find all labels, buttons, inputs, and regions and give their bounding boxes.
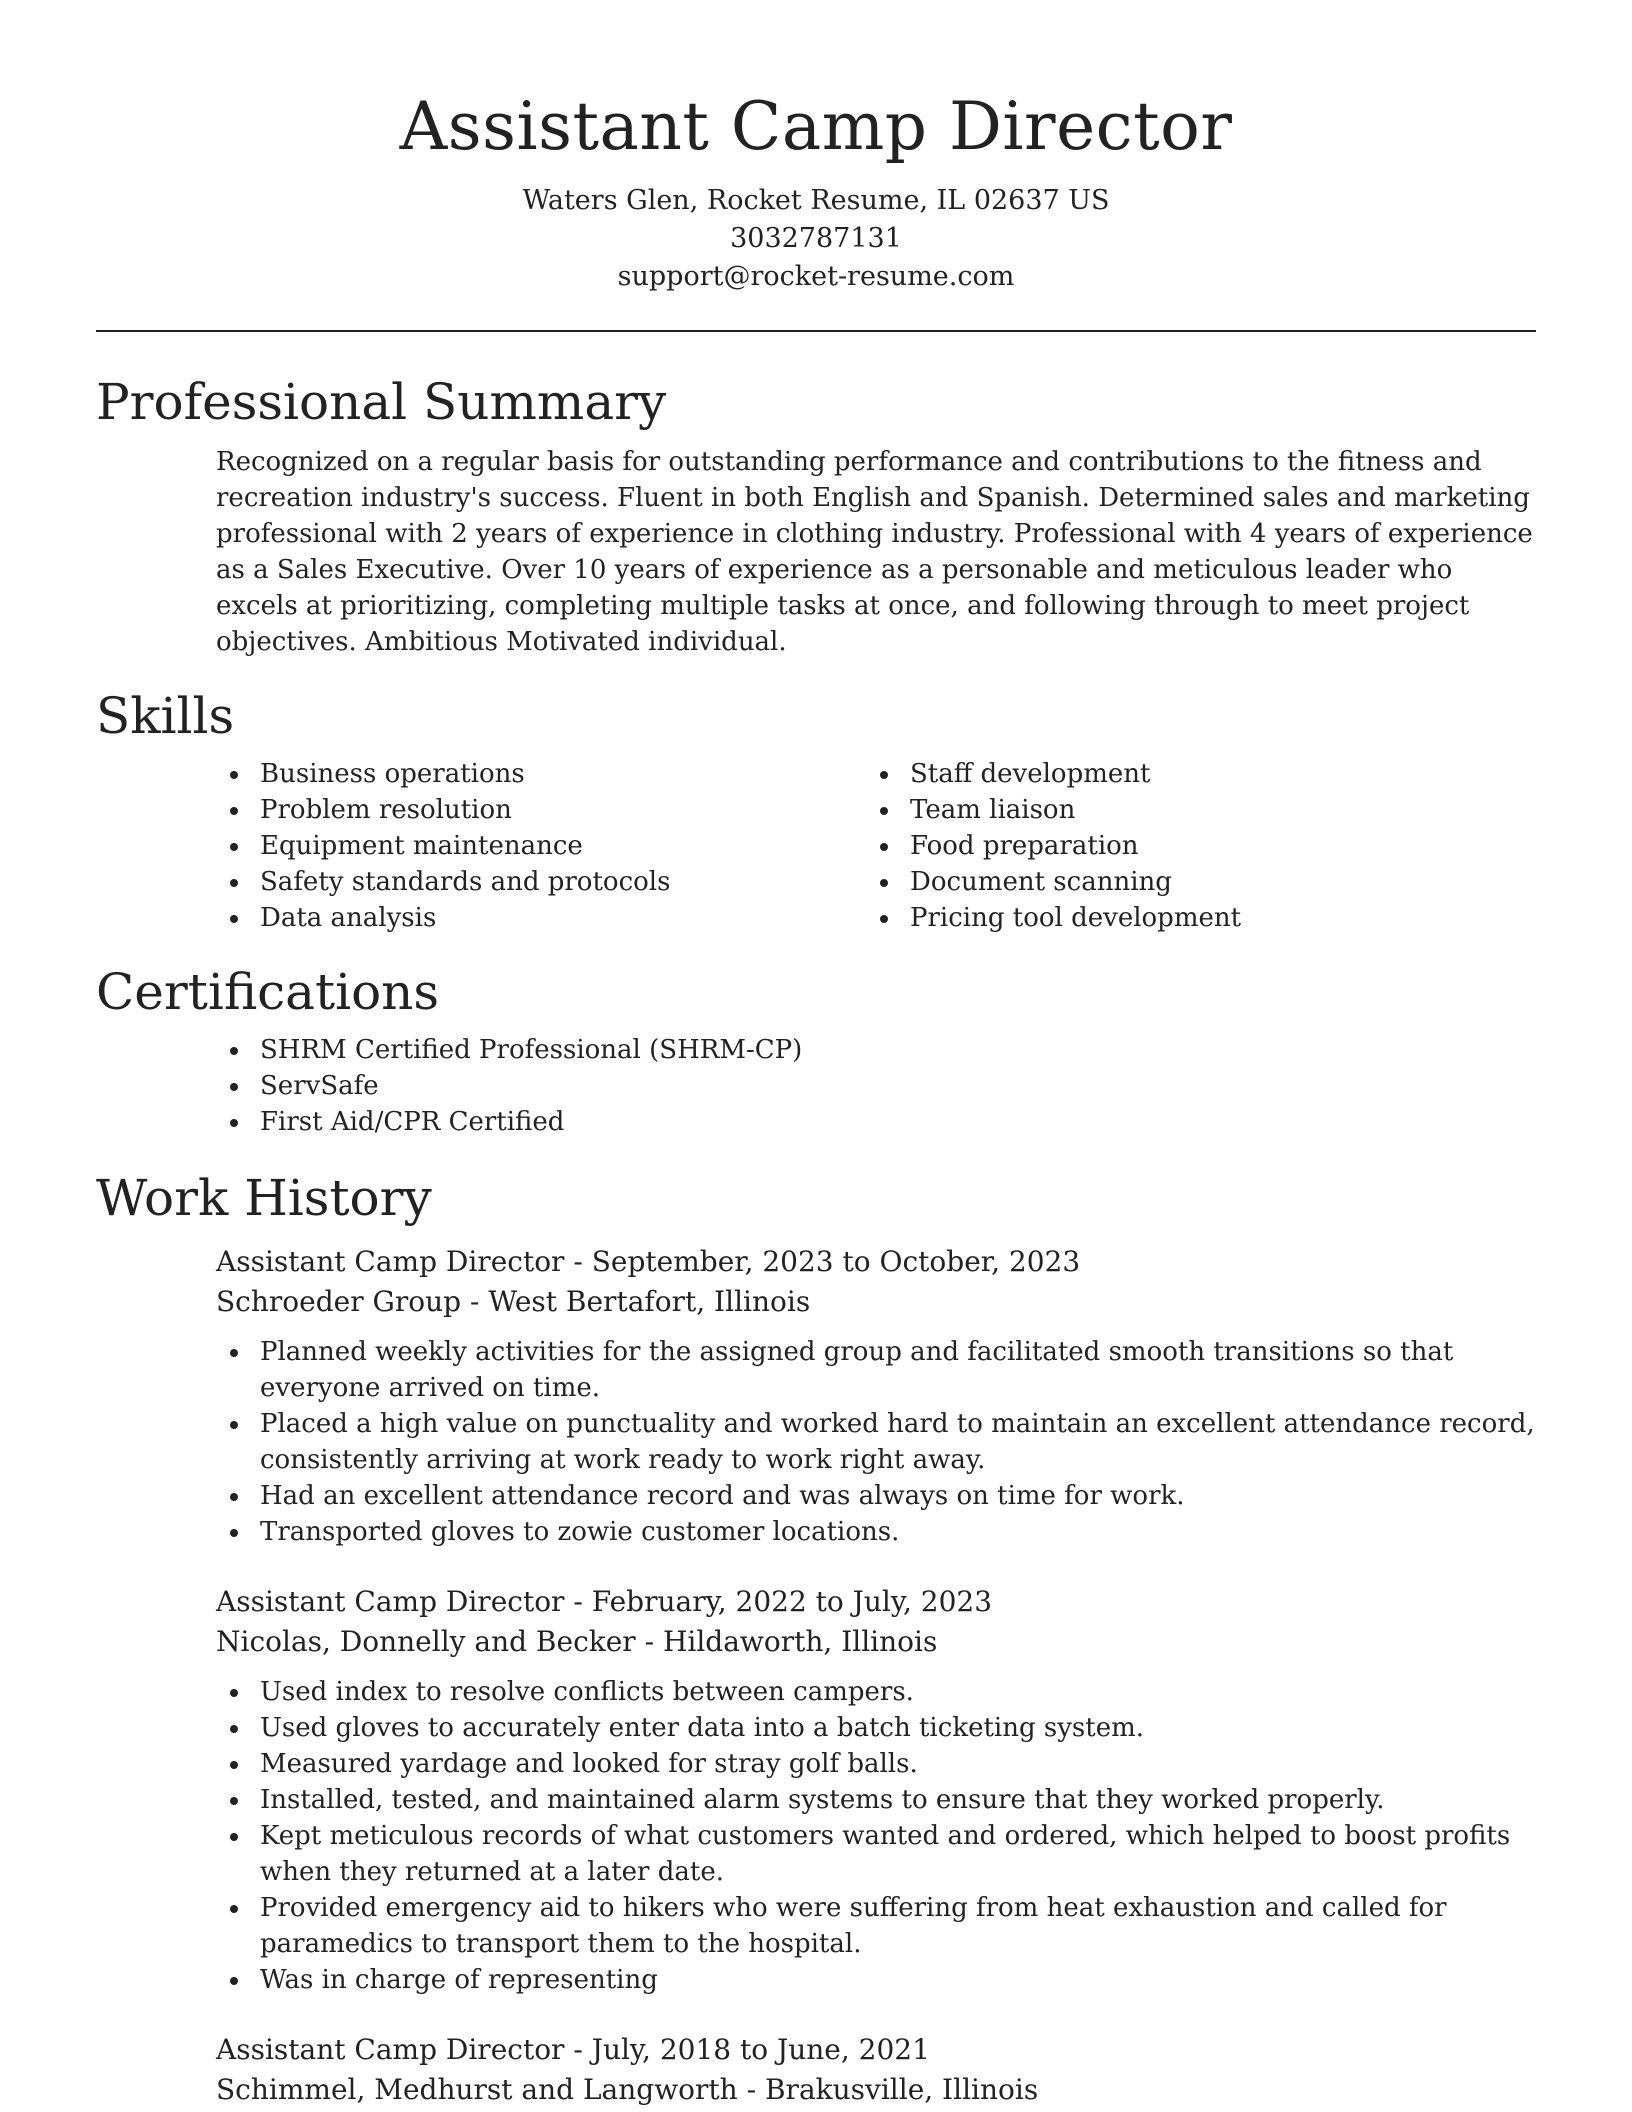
job-bullet: Installed, tested, and maintained alarm systems to ensure that they worked properly. bbox=[260, 1782, 1536, 1818]
skill-item: Document scanning bbox=[910, 864, 1516, 900]
skill-item: Pricing tool development bbox=[910, 900, 1516, 936]
job-bullet: Used index to resolve conflicts between campers. bbox=[260, 1674, 1536, 1710]
skills-column-right bbox=[866, 756, 1516, 936]
header-divider bbox=[96, 330, 1536, 332]
certification-item: SHRM Certified Professional (SHRM-CP) bbox=[260, 1032, 1536, 1068]
skills-list bbox=[216, 756, 1536, 936]
skill-item: Problem resolution bbox=[260, 792, 866, 828]
job-role: Assistant Camp Director bbox=[216, 1245, 565, 1278]
job-entry bbox=[216, 2030, 1536, 2110]
job-bullet: Planned weekly activities for the assigned group and facilitated smooth transitions so that everyone arrived on time. bbox=[260, 1334, 1536, 1406]
contact-address: Waters Glen, Rocket Resume, IL 02637 US bbox=[522, 185, 1110, 216]
skill-item: Staff development bbox=[910, 756, 1516, 792]
candidate-name: Assistant Camp Director bbox=[399, 88, 1233, 165]
job-bullet: Was in charge of representing bbox=[260, 1962, 1536, 1998]
job-bullet: Kept meticulous records of what customers wanted and ordered, which helped to boost profits when they returned at a later date. bbox=[260, 1818, 1536, 1890]
job-bullet: Placed a high value on punctuality and worked hard to maintain an excellent attendance record, consistently arriving at work ready to work right away. bbox=[260, 1406, 1536, 1478]
job-dates: - July, 2018 to June, 2021 bbox=[564, 2033, 930, 2066]
certifications-list bbox=[216, 1032, 1536, 1140]
job-company-line bbox=[216, 1282, 1536, 1322]
job-entry bbox=[216, 1582, 1536, 1998]
job-header bbox=[216, 2030, 1536, 2110]
resume-page bbox=[96, 0, 1536, 2110]
certification-item: First Aid/CPR Certified bbox=[260, 1104, 1536, 1140]
job-location: - Hildaworth, Illinois bbox=[635, 1625, 938, 1658]
job-company: Schroeder Group bbox=[216, 1285, 462, 1318]
job-company-line bbox=[216, 2070, 1536, 2110]
job-title-line bbox=[216, 1242, 1536, 1282]
job-company-line bbox=[216, 1622, 1536, 1662]
job-title-line bbox=[216, 2030, 1536, 2070]
skill-item: Food preparation bbox=[910, 828, 1516, 864]
job-bullet: Provided emergency aid to hikers who were suffering from heat exhaustion and called for paramedics to transport them to the hospital. bbox=[260, 1890, 1536, 1962]
job-dates: - September, 2023 to October, 2023 bbox=[564, 1245, 1081, 1278]
job-location: - Brakusville, Illinois bbox=[737, 2073, 1039, 2106]
skills-column-left bbox=[216, 756, 866, 936]
job-bullet: Had an excellent attendance record and was always on time for work. bbox=[260, 1478, 1536, 1514]
skill-item: Team liaison bbox=[910, 792, 1516, 828]
contact-phone: 3032787131 bbox=[730, 223, 902, 254]
job-entry bbox=[216, 1242, 1536, 1550]
summary-text: Recognized on a regular basis for outstanding performance and contributions to the fitness and recreation industry's success. Fluent in both English and Spanish. Determined sales and marketing professional with 2 years of experience in clothing industry. Professional with 4 years of experience as a Sales Executive. Over 10 years of experience as a personable and meticulous leader who excels at prioritizing, completing multiple tasks at once, and following through to meet project objectives. Ambitious Motivated individual. bbox=[216, 447, 1533, 657]
certification-item: ServSafe bbox=[260, 1068, 1536, 1104]
work-history-heading: Work History bbox=[96, 1169, 432, 1227]
job-header bbox=[216, 1242, 1536, 1322]
skill-item: Business operations bbox=[260, 756, 866, 792]
skills-heading: Skills bbox=[96, 687, 235, 745]
skill-item: Safety standards and protocols bbox=[260, 864, 866, 900]
skill-item: Equipment maintenance bbox=[260, 828, 866, 864]
certifications-heading: Certifications bbox=[96, 963, 440, 1021]
contact-block bbox=[96, 182, 1536, 296]
job-header bbox=[216, 1582, 1536, 1662]
job-role: Assistant Camp Director bbox=[216, 2033, 565, 2066]
skill-item: Data analysis bbox=[260, 900, 866, 936]
job-bullet: Measured yardage and looked for stray golf balls. bbox=[260, 1746, 1536, 1782]
job-company: Schimmel, Medhurst and Langworth bbox=[216, 2073, 738, 2106]
job-company: Nicolas, Donnelly and Becker bbox=[216, 1625, 636, 1658]
summary-heading: Professional Summary bbox=[96, 373, 667, 431]
job-bullets bbox=[216, 1674, 1536, 1998]
job-bullet: Transported gloves to zowie customer locations. bbox=[260, 1514, 1536, 1550]
job-title-line bbox=[216, 1582, 1536, 1622]
job-bullet: Used gloves to accurately enter data into a batch ticketing system. bbox=[260, 1710, 1536, 1746]
contact-email: support@rocket-resume.com bbox=[617, 261, 1015, 292]
job-location: - West Bertafort, Illinois bbox=[461, 1285, 811, 1318]
job-role: Assistant Camp Director bbox=[216, 1585, 565, 1618]
job-bullets bbox=[216, 1334, 1536, 1550]
resume-header bbox=[96, 0, 1536, 296]
job-dates: - February, 2022 to July, 2023 bbox=[564, 1585, 993, 1618]
